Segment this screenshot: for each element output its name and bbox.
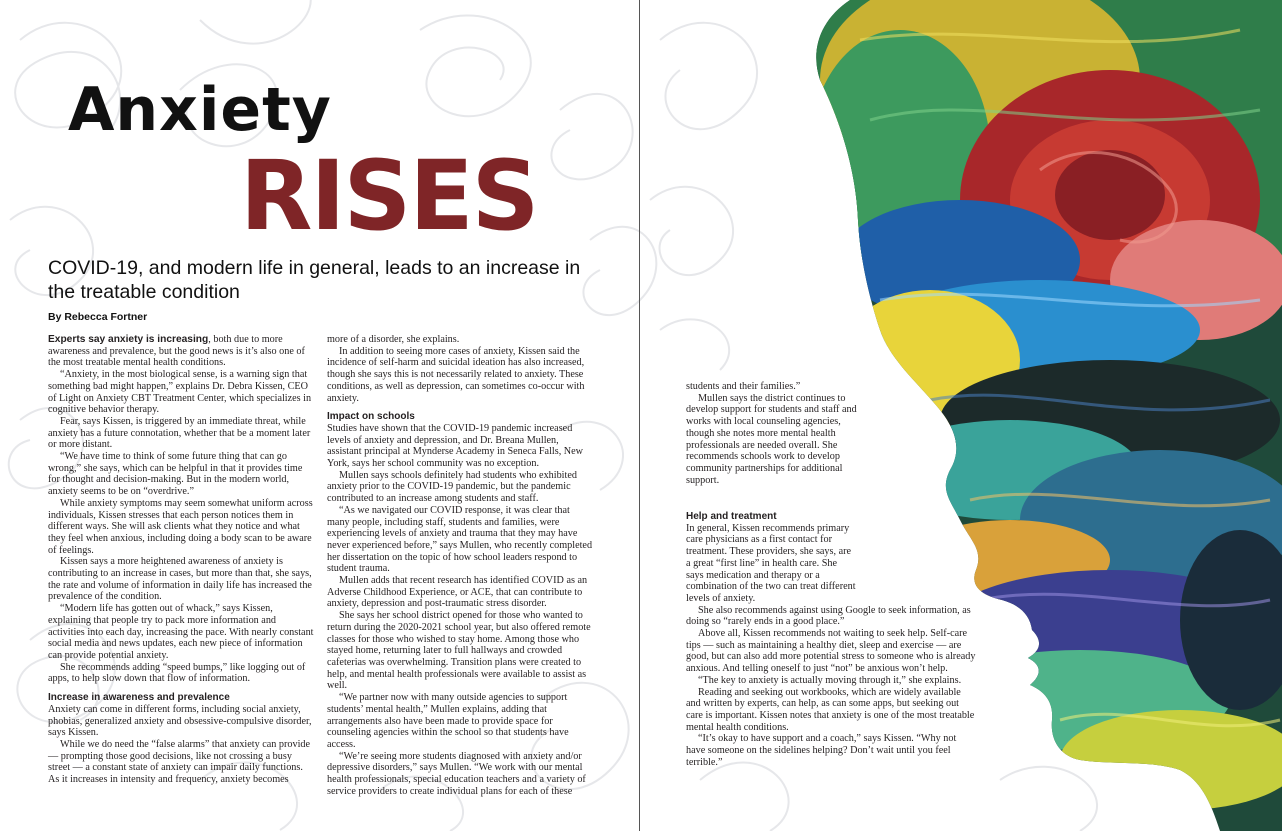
paragraph: students and their families.” (686, 381, 801, 392)
paragraph: “We partner now with many outside agencies to support students’ mental health,” Mullen explains, adding that arrangements also have been made to provide space for counseling agencies within the school so that students have access. (327, 692, 569, 750)
paragraph: Fear, says Kissen, is triggered by an immediate threat, while anxiety has a future connotation, whether that be a moment later or more distant. (48, 415, 311, 451)
paragraph: She recommends adding “speed bumps,” like logging out of apps, to help slow down that flow of information. (48, 661, 306, 685)
paragraph: She says her school district opened for those who wanted to return during the 2020-2021 school year, but also offered remote classes for those who wished to stay home. Among those who stayed home, returning later to full hallways and crowded cafeterias was overwhelming. Transition plans were created to help, and mental health professionals were available to assist as well. (327, 610, 591, 692)
paragraph: “We have time to think of some future thing that can go wrong,” she says, which can be helpful in that it provides time for thought and decision-making. But in the modern world, anxiety seems to be on “overdrive.” (48, 451, 303, 498)
article-subtitle: COVID-19, and modern life in general, leads to an increase in the treatable condition (48, 257, 581, 303)
paragraph: “Modern life has gotten out of whack,” says Kissen, explaining that people try to pack more information and activities into each day, increasing the pace. With nearly constant social media and news updates, each new piece of information can provide potential anxiety. (48, 603, 314, 661)
title-line-anxiety: Anxiety (68, 75, 332, 145)
paragraph-text: , both due to more awareness and prevalence, but the good news is it’s also one of the most treatable mental health conditions. (48, 334, 305, 369)
paragraph: Mullen says schools definitely had students who exhibited anxiety prior to the COVID-19 pandemic, but the pandemic contributed to an increase among students and staff. (327, 469, 577, 505)
article-column-2 (327, 334, 593, 797)
paragraph: Mullen says the district continues to develop support for students and staff and works with local counseling agencies, though she notes more mental health professionals are needed overall. She recommends schools work to develop community partnerships for additional support. (686, 392, 857, 486)
section-heading: Help and treatment (686, 511, 777, 522)
paragraph: Kissen says a more heightened awareness of anxiety is contributing to an increase in cases, but more than that, she says, the rate and volume of information in daily life has increased the prevalence of the condition. (48, 556, 312, 603)
paragraph: “The key to anxiety is actually moving through it,” she explains. (698, 674, 962, 686)
paragraph: In addition to seeing more cases of anxiety, Kissen said the incidence of self-harm and suicidal ideation has also increased, though she says this is not necessarily related to anxiety. These conditions, as well as depression, can sometimes co-occur with anxiety. (327, 345, 585, 404)
section-heading: Increase in awareness and prevalence (48, 692, 230, 704)
paragraph: “It’s okay to have support and a coach,” says Kissen. “Why not have someone on the sidelines helping? Don’t wait until you feel terrible.” (686, 733, 957, 768)
lead-in: Experts say anxiety is increasing (48, 334, 209, 345)
paragraph: In general, Kissen recommends primary care physicians as a first contact for treatment. These providers, she says, are a great “first line” in health care. She says medication and therapy or a combination of the two can treat different levels of anxiety. (686, 522, 856, 604)
article-column-3 (686, 381, 866, 486)
article-column-1 (48, 334, 314, 786)
page-gutter (639, 0, 640, 831)
paragraph: “We’re seeing more students diagnosed with anxiety and/or depressive disorders,” says Mullen. “We work with our mental health professionals, special education teachers and a variety of service providers to create individual plans for each of these (327, 750, 586, 797)
article-column-4 (686, 511, 976, 768)
section-heading: Impact on schools (327, 411, 415, 423)
paragraph: She also recommends against using Google to seek information, as doing so “rarely ends in a good place.” (686, 604, 971, 628)
paragraph (48, 334, 314, 369)
title-line-rises: RISES (240, 140, 538, 252)
paragraph: Above all, Kissen recommends not waiting to seek help. Self-care tips — such as maintaining a healthy diet, sleep and exercise — are good, but can also add more potential stress to someone who is already anxious. And telling oneself to just “not” be anxious won’t help. (686, 628, 976, 675)
paragraph: “Anxiety, in the most biological sense, is a warning sign that something bad might happen,” explains Dr. Debra Kissen, CEO of Light on Anxiety CBT Treatment Center, which specializes in cognitive behavior therapy. (48, 369, 312, 416)
paragraph: Mullen adds that recent research has identified COVID as an Adverse Childhood Experience, or ACE, that can contribute to anxiety, depression and post-traumatic stress disorder. (327, 575, 588, 610)
paragraph: While we do need the “false alarms” that anxiety can provide — prompting those good decisions, like not crossing a busy street — a constant state of anxiety can impair daily functions. As it increases in intensity and frequency, anxiety becomes (48, 738, 311, 786)
paragraph: more of a disorder, she explains. (327, 334, 460, 345)
paragraph: Studies have shown that the COVID-19 pandemic increased levels of anxiety and depression, and Dr. Breana Mullen, assistant principal at Mynderse Academy in Seneca Falls, New York, says her school community was no exception. (327, 422, 584, 470)
paragraph: Reading and seeking out workbooks, which are widely available and written by experts, can help, as can some apps, but seeking out care is important. Kissen notes that anxiety is one of the most treatable mental health conditions. (686, 686, 975, 733)
paragraph: Anxiety can come in different forms, including social anxiety, phobias, generalized anxiety and obsessive-compulsive disorder, says Kissen. (48, 703, 312, 739)
paragraph: While anxiety symptoms may seem somewhat uniform across individuals, Kissen stresses that each person notices them in different ways. She will ask clients what they notice and what they feel when anxious, including doing a body scan to be aware of feelings. (48, 497, 313, 556)
author-byline: By Rebecca Fortner (48, 311, 148, 323)
paragraph: “As we navigated our COVID response, it was clear that many people, including staff, students and families, were experiencing levels of anxiety and trauma that they may have never experienced before,” says Mullen, who recently completed her dissertation on the topic of how school leaders respond to student trauma. (327, 504, 593, 575)
